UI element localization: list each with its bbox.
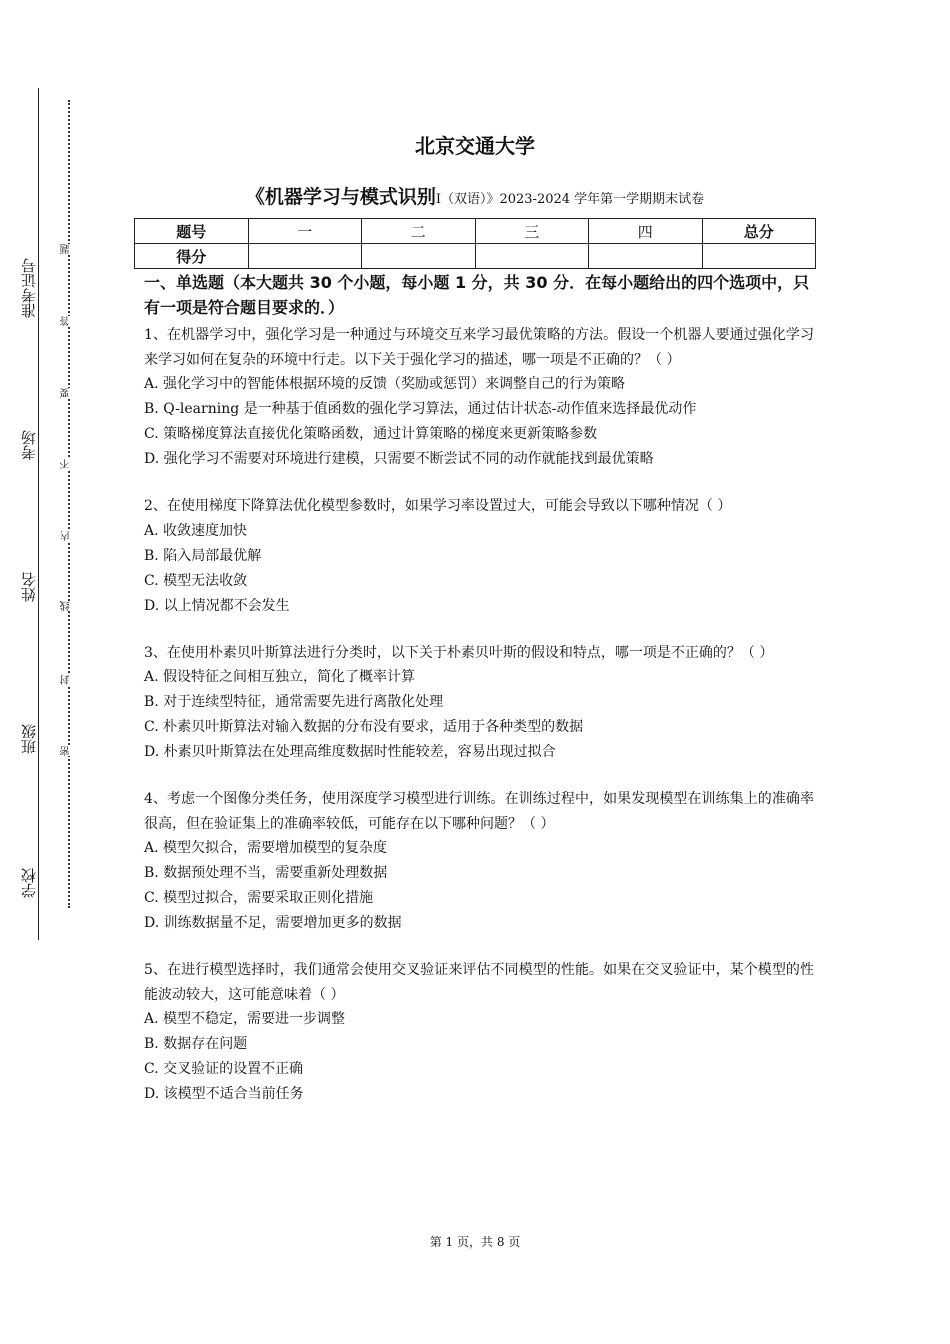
score-table-score-row <box>135 244 816 269</box>
option-c: C. 模型过拟合，需要采取正则化措施 <box>144 890 374 906</box>
option-b: B. 陷入局部最优解 <box>144 547 262 564</box>
class-label: 班级 <box>20 724 38 754</box>
seal-char: 要 <box>61 388 77 398</box>
option-a: A. 假设特征之间相互独立，简化了概率计算 <box>144 669 416 685</box>
question-stem: 4、考虑一个图像分类任务，使用深度学习模型进行训练。在训练过程中，如果发现模型在训练集上的准确率很高，但在验证集上的准确率较低，可能存在以下哪种问题？（ ） <box>144 791 814 832</box>
admission-number-label: 准考证号 <box>20 258 38 318</box>
part-four-header: 四 <box>589 219 703 244</box>
score-cell <box>248 244 362 269</box>
option-a: A. 模型不稳定，需要进一步调整 <box>144 1011 346 1027</box>
exam-title-main: 《机器学习与模式识别 <box>245 186 436 208</box>
question <box>144 787 814 936</box>
seal-char: 封 <box>61 675 77 685</box>
option-d: D. 以上情况都不会发生 <box>144 597 290 614</box>
option-c: C. 交叉验证的设置不正确 <box>144 1061 304 1077</box>
question <box>144 958 814 1107</box>
part-three-header: 三 <box>475 219 589 244</box>
score-row-label: 得分 <box>135 244 249 269</box>
option-c: C. 朴素贝叶斯算法对输入数据的分布没有要求，适用于各种类型的数据 <box>144 719 584 735</box>
seal-char: 密 <box>61 746 77 756</box>
total-score-header: 总分 <box>702 219 816 244</box>
option-c: C. 模型无法收敛 <box>144 572 248 589</box>
exam-room-label: 考场 <box>20 430 38 460</box>
question-number-header: 题号 <box>135 219 249 244</box>
question <box>144 323 814 472</box>
page-footer: 第 1 页，共 8 页 <box>429 1235 521 1249</box>
section-heading: 一、单选题（本大题共 30 个小题，每小题 1 分，共 30 分．在每小题给出的四个选项中，只有一项是符合题目要求的．） <box>144 273 810 317</box>
name-label: 姓名 <box>20 572 38 602</box>
seal-char: 答 <box>61 316 77 326</box>
question-stem: 3、在使用朴素贝叶斯算法进行分类时，以下关于朴素贝叶斯的假设和特点，哪一项是不正确的？（ ） <box>144 644 774 661</box>
option-b: B. 对于连续型特征，通常需要先进行离散化处理 <box>144 694 444 710</box>
university-name: 北京交通大学 <box>415 134 535 158</box>
option-d: D. 强化学习不需要对环境进行建模，只需要不断尝试不同的动作就能找到最优策略 <box>144 451 654 467</box>
option-b: B. 数据存在问题 <box>144 1036 248 1052</box>
exam-title-rest: I（双语）》2023-2024 学年第一学期期末试卷 <box>435 192 705 207</box>
question <box>144 641 814 766</box>
seal-char: 题 <box>61 244 77 254</box>
option-a: A. 收敛速度加快 <box>144 522 248 539</box>
score-cell <box>475 244 589 269</box>
part-two-header: 二 <box>362 219 476 244</box>
score-table <box>134 218 816 269</box>
option-d: D. 该模型不适合当前任务 <box>144 1086 304 1102</box>
option-c: C. 策略梯度算法直接优化策略函数，通过计算策略的梯度来更新策略参数 <box>144 426 598 442</box>
option-b: B. Q-learning 是一种基于值函数的强化学习算法，通过估计状态-动作值来选择最优动作 <box>144 401 697 417</box>
option-d: D. 训练数据量不足，需要增加更多的数据 <box>144 915 402 931</box>
score-cell <box>362 244 476 269</box>
score-cell <box>589 244 703 269</box>
question-stem: 1、在机器学习中，强化学习是一种通过与环境交互来学习最优策略的方法。假设一个机器人要通过强化学习来学习如何在复杂的环境中行走。以下关于强化学习的描述，哪一项是不正确的？（ ） <box>144 327 814 368</box>
score-table-header-row <box>135 219 816 244</box>
seal-char: 内 <box>61 531 77 541</box>
seal-dotted-line <box>68 100 70 908</box>
score-cell <box>702 244 816 269</box>
option-b: B. 数据预处理不当，需要重新处理数据 <box>144 865 388 881</box>
part-one-header: 一 <box>248 219 362 244</box>
option-a: A. 强化学习中的智能体根据环境的反馈（奖励或惩罚）来调整自己的行为策略 <box>144 376 626 392</box>
exam-title <box>0 182 950 209</box>
option-d: D. 朴素贝叶斯算法在处理高维度数据时性能较差，容易出现过拟合 <box>144 744 556 760</box>
school-label: 学校 <box>20 868 38 898</box>
binding-solid-line <box>38 88 39 940</box>
question-stem: 5、在进行模型选择时，我们通常会使用交叉验证来评估不同模型的性能。如果在交叉验证中，某个模型的性能波动较大，这可能意味着（ ） <box>144 962 814 1003</box>
question-stem: 2、在使用梯度下降算法优化模型参数时，如果学习率设置过大，可能会导致以下哪种情况（ ） <box>144 498 732 514</box>
seal-char: 不 <box>61 459 77 469</box>
question <box>144 494 814 619</box>
option-a: A. 模型欠拟合，需要增加模型的复杂度 <box>144 840 388 856</box>
exam-content <box>144 270 814 1129</box>
seal-char: 线 <box>61 601 77 611</box>
